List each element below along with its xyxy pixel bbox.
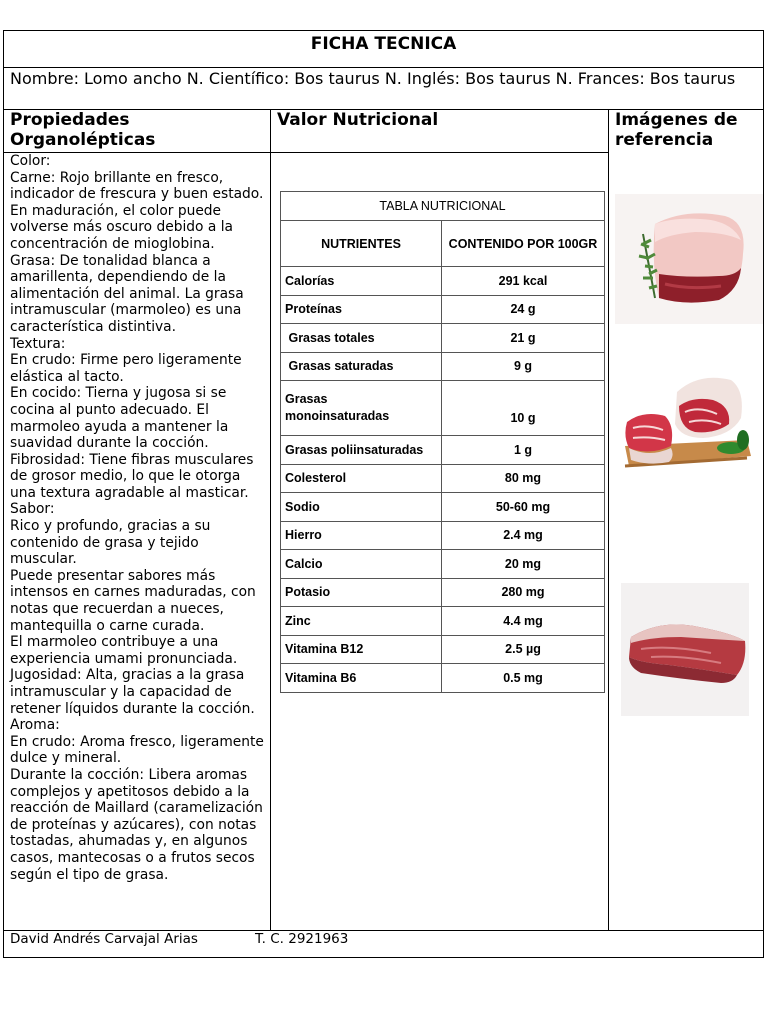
- nutrient-value: 80 mg: [442, 464, 605, 493]
- images-column: [609, 110, 763, 930]
- header-content: CONTENIDO POR 100GR: [442, 221, 605, 267]
- nutrient-value: 2.4 mg: [442, 521, 605, 550]
- header-nutrients: NUTRIENTES: [281, 221, 442, 267]
- nutrition-table-title: TABLA NUTRICIONAL: [281, 192, 605, 221]
- nutrient-value: 1 g: [442, 436, 605, 465]
- nutrient-name: Vitamina B12: [281, 635, 442, 664]
- nutrient-value: 280 mg: [442, 578, 605, 607]
- meat-reference-image-2: [619, 366, 755, 486]
- nutrient-name: Hierro: [281, 521, 442, 550]
- nutrient-name: [281, 381, 442, 436]
- nutrient-value: 2.5 µg: [442, 635, 605, 664]
- nutrient-name: Vitamina B6: [281, 664, 442, 693]
- author-name: David Andrés Carvajal Arias: [10, 931, 198, 947]
- nutrient-value: 0.5 mg: [442, 664, 605, 693]
- sheet-title: FICHA TECNICA: [4, 31, 763, 68]
- nutrient-name: Calcio: [281, 550, 442, 579]
- properties-text: Color: Carne: Rojo brillante en fresco, indicador de frescura y buen estado. En maduración, el color puede volverse más oscuro debido a la concentración de mioglobina. Grasa: De tonalidad blanca a amarillenta, dependiendo de la alimentación del animal. La grasa intramuscular (marmoleo) es una característica distintiva. Textura: En crudo: Firme pero ligeramente elástica al tacto. En cocido: Tierna y jugosa si se cocina al punto adecuado. El marmoleo ayuda a mantener la suavidad durante la cocción. Fibrosidad: Tiene fibras musculares de grosor medio, lo que le otorga una textura agradable al masticar. Sabor: Rico y profundo, gracias a su contenido de grasa y tejido muscular. Puede presentar sabores más intensos en carnes maduradas, con notas que recuerdan a nueces, mantequilla o carne curada. El marmoleo contribuye a una experiencia umami pronunciada. Jugosidad: Alta, gracias a la grasa intramuscular y la capacidad de retener líquidos durante la cocción. Aroma: En crudo: Aroma fresco, ligeramente dulce y mineral. Durante la cocción: Libera aromas complejos y apetitosos debido a la reacción de Maillard (caramelización de proteínas y azúcares), con notas tostadas, ahumadas y, en algunos casos, mantecosas o a frutos secos según el tipo de grasa.: [10, 153, 264, 883]
- properties-column: [4, 110, 271, 930]
- nutrient-value: 291 kcal: [442, 267, 605, 296]
- nutrition-table: [280, 191, 605, 693]
- author-id: T. C. 2921963: [255, 931, 349, 947]
- technical-sheet: [3, 30, 764, 958]
- nutrient-name: Sodio: [281, 493, 442, 522]
- nutrient-value: 9 g: [442, 352, 605, 381]
- nutrient-name: Grasas totales: [281, 324, 442, 353]
- properties-heading: Propiedades Organolépticas: [4, 110, 270, 153]
- nutrient-name: Zinc: [281, 607, 442, 636]
- nutrient-name-text: Grasas monoinsaturadas: [285, 392, 390, 423]
- nutrient-name: Potasio: [281, 578, 442, 607]
- nutrition-column: [271, 110, 609, 930]
- footer: [4, 930, 763, 957]
- meat-reference-image-3: [621, 583, 749, 716]
- nutrient-value: 20 mg: [442, 550, 605, 579]
- nutrient-value: 10 g: [442, 381, 605, 436]
- meat-reference-image-1: [615, 194, 763, 324]
- name-line: Nombre: Lomo ancho N. Científico: Bos taurus N. Inglés: Bos taurus N. Frances: Bos taurus: [4, 68, 763, 110]
- nutrient-name: Proteínas: [281, 295, 442, 324]
- nutrient-name: Calorías: [281, 267, 442, 296]
- nutrition-heading: Valor Nutricional: [271, 110, 608, 153]
- nutrient-name: Grasas poliinsaturadas: [281, 436, 442, 465]
- nutrient-name: Grasas saturadas: [281, 352, 442, 381]
- nutrient-value: 50-60 mg: [442, 493, 605, 522]
- images-heading: Imágenes de referencia: [615, 110, 738, 150]
- nutrient-name: Colesterol: [281, 464, 442, 493]
- nutrient-value: 4.4 mg: [442, 607, 605, 636]
- nutrient-value: 24 g: [442, 295, 605, 324]
- nutrient-value: 21 g: [442, 324, 605, 353]
